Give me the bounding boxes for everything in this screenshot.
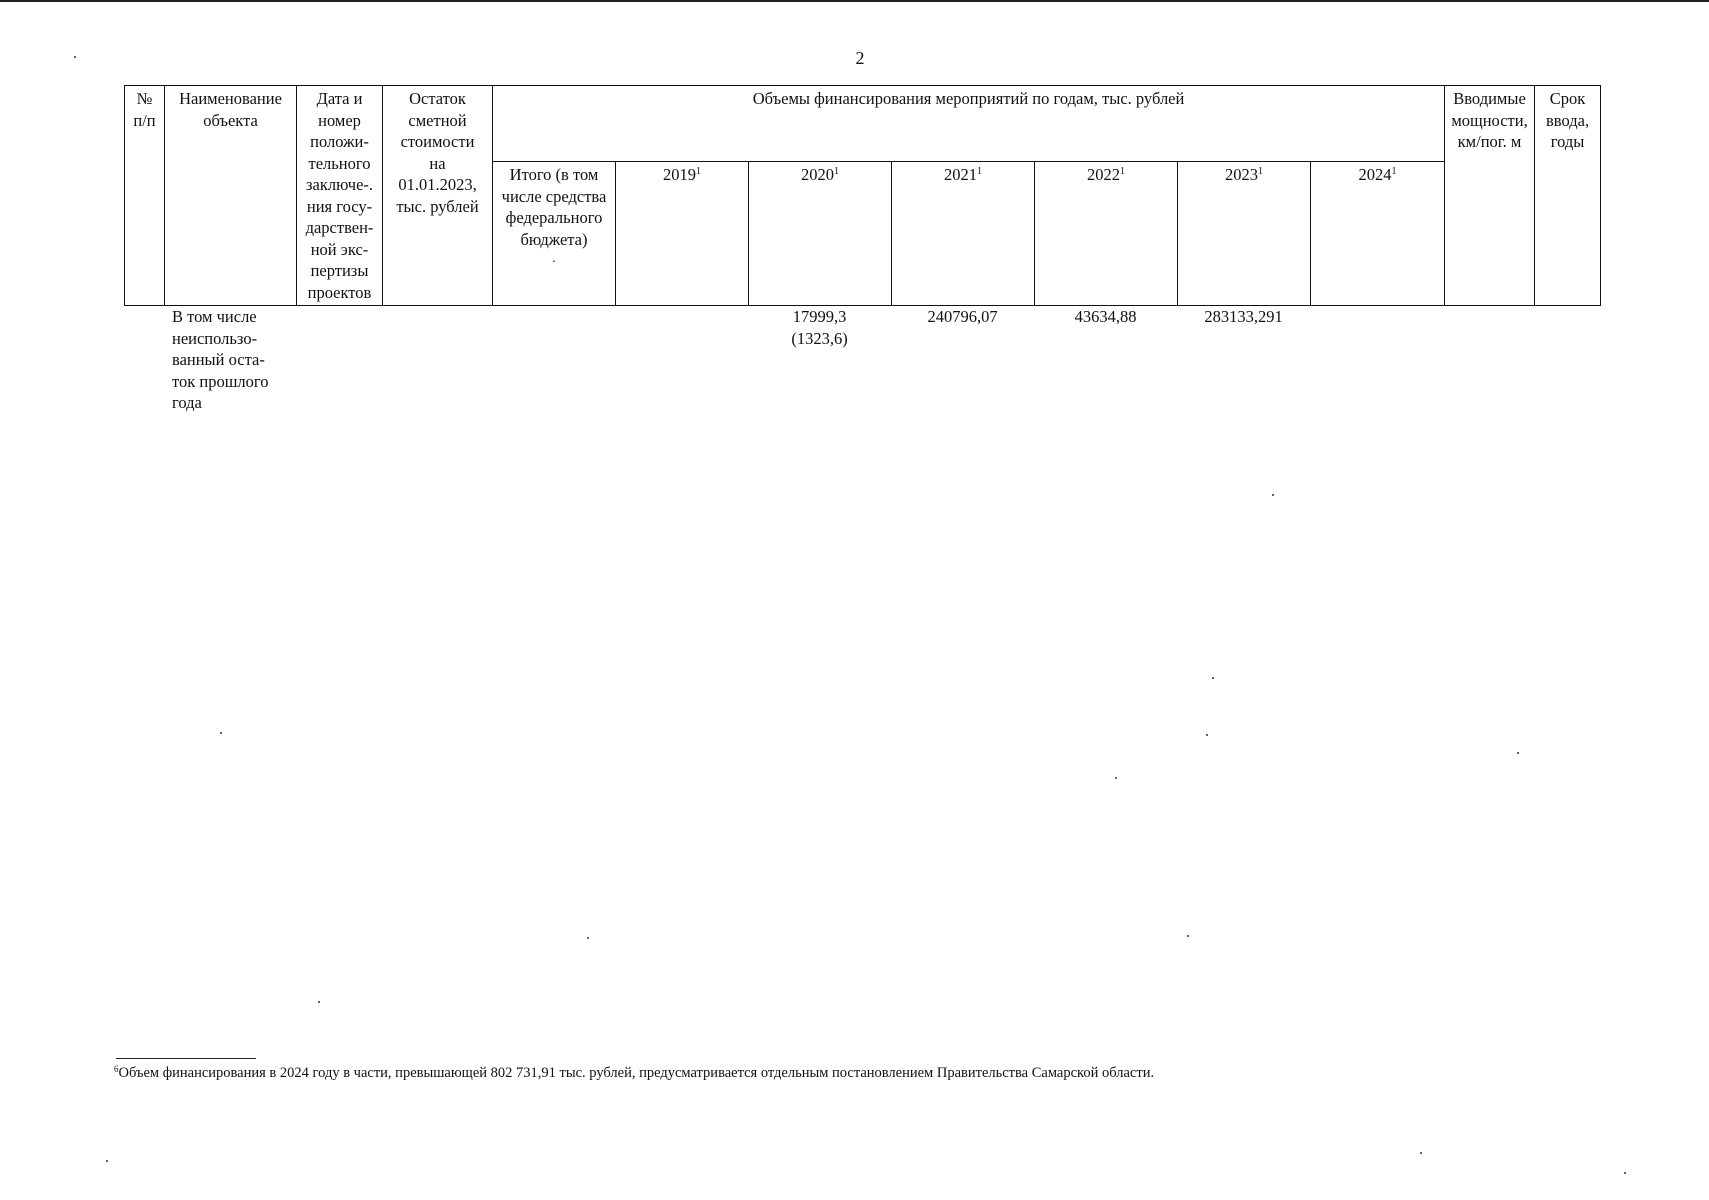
- year-footnote-ref: 1: [977, 166, 982, 178]
- year-label: 2024: [1358, 165, 1392, 185]
- col-header-year-2024: [1311, 162, 1445, 306]
- year-footnote-ref: 1: [1391, 166, 1397, 178]
- col-header-year-2023: [1178, 162, 1311, 306]
- col-header-capacity: Вводимые мощности, км/пог. м: [1445, 86, 1535, 306]
- page-number: 2: [855, 48, 865, 68]
- scan-speck: [74, 56, 76, 58]
- col-header-number: № п/п: [125, 86, 165, 306]
- scan-speck: [1206, 734, 1208, 736]
- col-header-expertise-date: Дата и номер положи- тельного заключе-. ния госу- дарствен- ной экс- пертизы проектов: [297, 86, 383, 306]
- table-row: [124, 305, 1600, 415]
- year-label: 2023: [1225, 165, 1258, 185]
- cell-2022: 43634,88: [1074, 307, 1137, 326]
- scan-speck: [587, 937, 589, 939]
- col-header-cost-remainder: Остаток сметной стоимости на 01.01.2023, тыс. рублей: [383, 86, 493, 306]
- footnote-text: Объем финансирования в 2024 году в части, превышающей 802 731,91 тыс. рублей, предусматривается отдельным постановлением Правительства Самарской области.: [118, 1065, 1155, 1081]
- cell-empty: [296, 305, 382, 415]
- footnote-marker: 6: [114, 1064, 119, 1074]
- year-label: 2020: [801, 165, 834, 185]
- cell-empty: [615, 305, 748, 415]
- cell-2023: 283133,291: [1204, 307, 1283, 326]
- year-label: 2019: [663, 165, 696, 185]
- scan-speck: [220, 732, 222, 734]
- scan-speck: [106, 1160, 108, 1162]
- cell-empty: [1444, 305, 1534, 415]
- year-footnote-ref: 1: [1258, 166, 1263, 178]
- footnote-rule: [116, 1058, 256, 1059]
- col-header-total-label: Итого (в том числе средства федерального бюджета): [501, 165, 607, 249]
- col-header-year-2020: [749, 162, 892, 306]
- year-label: 2022: [1087, 165, 1120, 185]
- scan-speck: [1420, 1152, 1422, 1154]
- cell-empty: [382, 305, 492, 415]
- scan-speck: [318, 1001, 320, 1003]
- scan-speck: [1115, 777, 1117, 779]
- funding-table-header: [124, 85, 1601, 306]
- row-name: В том числе неиспользо- ванный оста- ток прошлого года: [172, 307, 269, 412]
- funding-table-body: [124, 305, 1600, 415]
- scan-speck: [1187, 935, 1189, 937]
- col-header-year-2022: [1035, 162, 1178, 306]
- col-header-deadline: Срок ввода, годы: [1535, 86, 1601, 306]
- year-footnote-ref: 1: [696, 166, 701, 178]
- col-header-funding-volumes: Объемы финансирования мероприятий по годам, тыс. рублей: [493, 86, 1445, 162]
- col-header-total-mark: ·: [551, 255, 557, 271]
- year-label: 2021: [944, 165, 977, 185]
- scan-speck: [1624, 1172, 1626, 1174]
- col-header-year-2021: [892, 162, 1035, 306]
- cell-2020: 17999,3 (1323,6): [791, 307, 848, 348]
- col-header-object-name: Наименование объекта: [165, 86, 297, 306]
- year-footnote-ref: 1: [1120, 166, 1125, 178]
- year-footnote-ref: 1: [834, 166, 839, 178]
- scan-speck: [1272, 494, 1274, 496]
- footnote: [114, 1060, 1514, 1082]
- cell-empty: [1310, 305, 1444, 415]
- scan-speck: [1212, 677, 1214, 679]
- scan-speck: [1517, 752, 1519, 754]
- cell-empty: [492, 305, 615, 415]
- col-header-total: [493, 162, 616, 306]
- cell-empty: [1534, 305, 1600, 415]
- scan-top-edge: [0, 0, 1709, 2]
- cell-2021: 240796,07: [927, 307, 998, 326]
- col-header-year-2019: [616, 162, 749, 306]
